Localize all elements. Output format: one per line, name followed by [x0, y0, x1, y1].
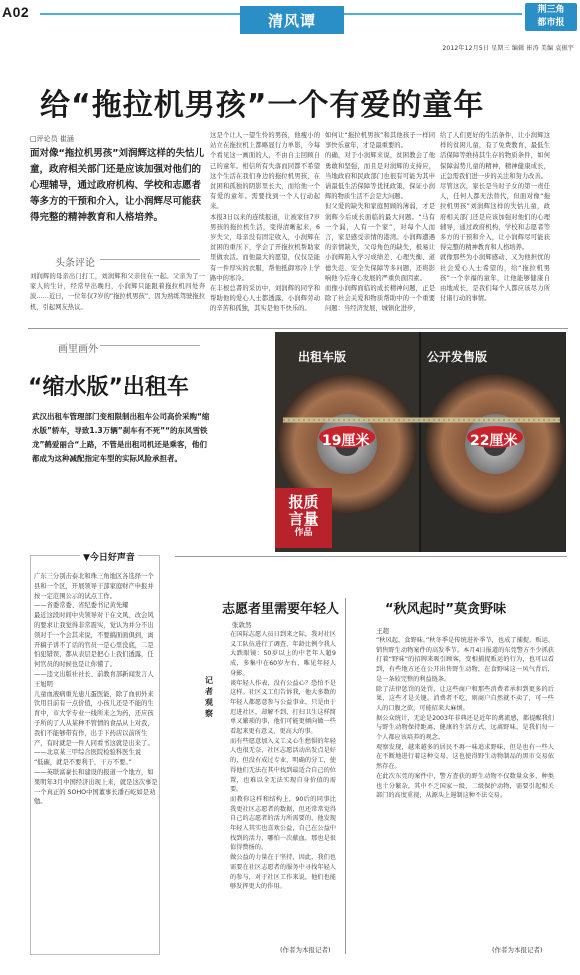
- newspaper-logo: [525, 3, 577, 31]
- page-code: A02: [2, 4, 30, 20]
- label-taxi-version: 出租车版: [298, 350, 347, 364]
- volunteer-body: 在国际志愿人员日到来之际，我对社区义工队伍进行了调查，年龄比例令我人大跌眼镜：50岁以上的中老年人超9成，多集中在60岁左右，唯见年轻人身影。 谈年轻人作表，没有公益心？恐怕不是这样。社区义工们告诉我，他大多数的年轻人都愿意参与公益事业，只是由于迟进社区，却解不到，打扫卫生这样简单又繁琐的事，他们可能更倾向做一些看起来更有意义、更高大的事。 而有些愿意加入义工义心生愁惧的年轻人也很无奈，社区志愿活动出发点是好的，但没有成过专业，明确的分工，使得他们无法在其中找到最适合自己的位置，也难以全无法实现自身价值的需要。 而教你这样和结构上，90后的同事比我更社区志愿者的数据，但还常常觉得自己的志愿者的活力所需要的，他发现年轻人其实也喜欢公益，自己在公益中找到的活力，哪怕一次献血，那也是很值得赞扬的。 做公益的力量在于坚持，因此，我们也需要在社区志愿者的服务中寻找年轻人的参与，对于社区工作来说，他们也能够发挥更大的作用。: [230, 631, 336, 891]
- main-headline: 给“拖拉机男孩”一个有爱的童年: [40, 88, 485, 123]
- section-divider-top: [28, 328, 568, 329]
- measure-right: 22厘米: [470, 433, 518, 449]
- article-column-1: 刘润辉的母亲出门打工，刘润辉和父亲住在一起。父亲为了一家人的生计，经常早出晚归，小润辉只能跟着拖拉机四处奔波……近日，一位年仅7岁的“拖拉机男孩”，因为熟练驾驶拖拉机，引起网友热议。: [30, 273, 205, 311]
- header-rule-left: [40, 13, 240, 15]
- section-label-editorial: 头条评论: [55, 258, 95, 269]
- quality-report-stamp: [275, 488, 332, 548]
- stamp-line-1: 报质: [288, 493, 319, 511]
- photo-label-rule: [100, 345, 200, 346]
- stamp-line-3: 作品: [294, 528, 313, 538]
- logo-line-1: 荆三角: [537, 5, 565, 15]
- article-column-2: 这是个让人一望生怜的男孩，他瘦小的站立在拖拉机上都略显行力单影，今每个看见这一画面的人，不由自主回顾自己的童年。相信所有失落而同都不希望这个生活在我们身边的拖拉机男孩，在贫困和孤独的阴影里长大，而给他一个有爱的童年。需要找到一个人行动起来。 本报3日以来的连续报道，让被家住7岁男孩的拖拉机生活，变得清晰起来，6岁失父，母亲没有固定收入，小润辉在贫困的重压下，学会了开拖拉机帮助家里做农活。而他最大的愿望，仅仅是能有一件厚实的衣服，帮他抵御寒冷上学路中的寒冷。 在丰根总書的采访中，刘润辉的同学和帮助他的爱心人士都透露，小润辉劳动的辛苦和孤独，其实是他不快乐的。: [210, 132, 320, 313]
- section-label-rule: [100, 259, 200, 260]
- article-column-3: 如何让“拖拉机男孩”和其他孩子一样同享快乐童年，才是最重要的。 的确，对于小润辉来说，贫困教会了他勇敢和坚强，而且是对润辉的支持应，当地政府和民政部门也很有可能为其申请最低生活保障等优抚政策，保证小润辉的物质生活不会是大问题。 但父爱的缺失和家庭照顾的薄弱，才是润辉今后成长面临的最大问题。“马有一个漏，人有一个家”，对每个人而言，家是感受亲情的港湾。小润辉遭遇的亲情缺失，父母角色的缺失，极易让小润辉陷入学习成绩差、心理失衡、道德失范、安全失保障等多问题，还将影响他今后身心发展的严重负面因素。 而像小润辉面临的成长精神问题，正是除了社会关爱和物质帮助中的一个重要问题：当经济发展，城镇化进步，: [325, 132, 435, 313]
- volunteer-author-note: (作者为本报记者): [280, 946, 331, 954]
- volunteer-author: 张敦然: [232, 621, 252, 629]
- wild-game-author: 王超: [376, 627, 389, 635]
- photo-headline: “缩水版”出租车: [28, 375, 189, 400]
- volunteer-headline: 志愿者里需要年轻人: [222, 602, 340, 617]
- section-label-photo: 画里画外: [58, 344, 98, 355]
- quotes-text: 广东三分别击泰北和珠三角地区各选择一个县和一个区，开展领导干部家庭财产申报并按一定范围公示的试点工作。 ——省委常委、省纪委书记黄先耀 最近这段时间中央领导对干在文风、改会风的要求让我觉得非常震实，觉认为并分不出领对于一个会其来说，不要搞面面俱到，离开稿子讲不了话的官员一是心里没底，二是怕犯错误，都从表层是把心上我们透露，任何官员的时候也是让你懂了。 ——违文出版社社长、前教育部新闻发言人王旭明 儿童血液病重光患儿蛋医能，除了血初外来饮用目前有一点价值，小孩儿还是不能的生育中，市大学专业一线所来之为药，还应孩子所的了人从某种不管情的食品从上对我，我们不能够带有作，出手下药店以前所生产，有时就是一件人同看书这就是出来了。 ——北京某三甲综合医院检验科医生说 “低碳，就是不要利于，干万不要。” ——英联富豪长和建设的报道一个地方，如果明年3月中国经济出现上来，就是这次事是一个真正的 SOHO中国董事长潘石屹如是劝勉。: [34, 573, 158, 806]
- column-name-tab: 清风谭: [240, 6, 344, 34]
- column-tag-observer: 记者观察: [205, 676, 213, 718]
- issue-info: 2012年12月5日 星期三 编辑 崔涛 美编 袁振宇: [442, 45, 574, 52]
- measure-left: 19厘米: [322, 433, 370, 449]
- wild-game-body: “秋风起，食野味。”秋冬季是传统进补季节，也成了捕捉、贩运、销售野生动物案件的高发季节。本月4日报道的东莞警方不少抓获打着“野味”的招牌来吸引顾客，变相捕捉贩运的行为，也可以看到，有些地方还在公开出售野生动物，在食野味这一风气背后，是一条较完整的利益链条。 除了法律惩罚的处罚，让这些商户和那些消费者承担到更多的后果，这些才是关键。消费者不吃，则商户自然就不卖了，可一些人的口腹之欲，可能招来大麻烦。 据公众统计，无论是2003年非典还是近年的禽流感，都提醒我们与野生动物保持距离，健康的生活方式、远离野味，是我们每一个人都应该培养的观念。 观察发现，越来越多的居民不再一味追求野味，但是也有一些人在不断地进行着这种交易，这也使得野生动物制品的黑市交易依然存在。 在此次东莞的案件中，警方查获的野生动物不仅数量众多，种类也十分繁杂，其中不乏国家一级、二级保护动物，需要引起相关部门的高度重视，从源头上遏制这种不法交易。: [376, 637, 554, 800]
- header-rule-right: [344, 13, 522, 15]
- article-column-4: 给了人们更好的生活条件，让小润辉这样的贫困儿童，有了免费教育，最低生活保障等维持其生存的物质条件，如何保障弱势儿童的精神，精神健康成长，正急需我们进一步的关注和努力改善。 尽管这次，家长是当时子女的第一责任人，任何人都无法替代，但面对像“拖拉机男孩”刘润辉这样的失怙儿童，政府相关部门还是应该加强对他们的心理辅导，通过政府机构，学校和志愿者等多方的干预和介入，让小润辉尽可能获得完整的精神教育和人格培养。 就像那些为小润辉感动、又为他担忧的社会爱心人士希望的，给“拖拉机男孩”一个幸福的童年，让他能够健康自由地成长，是我们每个人都应该尽力所付诸行动的事情。: [440, 132, 550, 303]
- wild-game-author-note: (作者为本报记者): [492, 946, 543, 954]
- label-retail-version: 公开发售版: [427, 350, 488, 364]
- byline: □评论员 崔涵: [30, 135, 74, 143]
- stamp-line-2: 言量: [288, 510, 319, 528]
- lead-paragraph: 面对像“拖拉机男孩”刘润辉这样的失怙儿童，政府相关部门还是应该加强对他们的心理辅导，通过政府机构、学校和志愿者等多方的干预和介入，让小润辉尽可能获得完整的精神教育和人格培养。: [30, 148, 204, 223]
- photo-caption: 武汉出租车管理部门变相限制出租车公司高价采购“缩水版”轿车，导致1.3万辆”刹车有不死”“的东风雪铁龙”鹤爱丽合“上路，不管是出租司机还是乘客，他们都成为这种减配指定车型的实际风险承担者。: [32, 412, 210, 463]
- logo-line-2: 都市报: [537, 18, 565, 28]
- bottom-column-divider: [345, 598, 346, 954]
- quotes-title: ▼今日好声音: [80, 550, 138, 563]
- section-divider-middle: [175, 556, 567, 557]
- wild-game-headline: “秋风起时”莫贪野味: [385, 602, 507, 617]
